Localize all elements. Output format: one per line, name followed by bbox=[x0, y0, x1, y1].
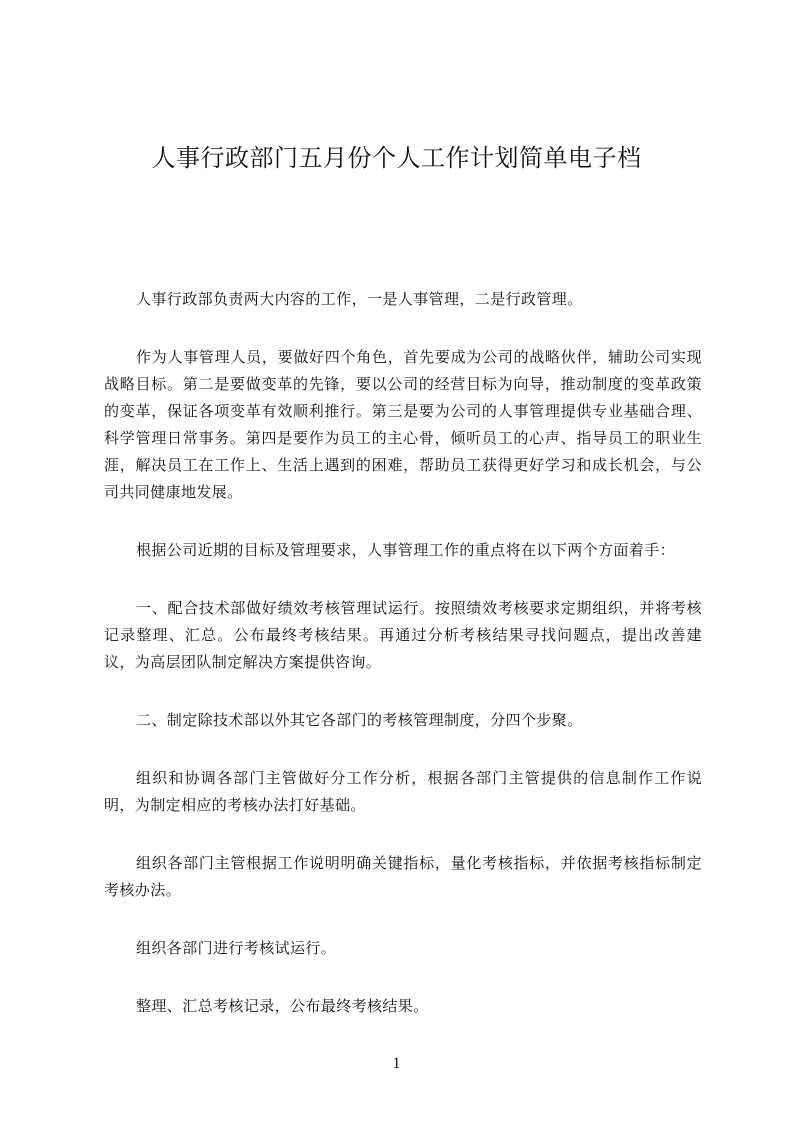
paragraph-step-one: 组织和协调各部门主管做好分工作分析，根据各部门主管提供的信息制作工作说明，为制定相应的考核办法打好基础。 bbox=[104, 769, 702, 814]
document-title: 人事行政部门五月份个人工作计划简单电子档 bbox=[151, 144, 642, 172]
paragraph-item-one: 一、配合技术部做好绩效考核管理试运行。按照绩效考核要求定期组织，并将考核记录整理、汇总。公布最终考核结果。再通过分析考核结果寻找问题点，提出改善建议，为高层团队制定解决方案提供咨询。 bbox=[104, 599, 702, 671]
paragraph-four-roles: 作为人事管理人员，要做好四个角色，首先要成为公司的战略伙伴，辅助公司实现战略目标。第二是要做变革的先锋，要以公司的经营目标为向导，推动制度的变革政策的变革，保证各项变革有效顺利推行。第三是要为公司的人事管理提供专业基础合理、科学管理日常事务。第四是要作为员工的主心骨，倾听员工的心声、指导员工的职业生涯，解决员工在工作上、生活上遇到的困难，帮助员工获得更好学习和成长机会，与公司共同健康地发展。 bbox=[104, 348, 702, 501]
paragraph-step-four: 整理、汇总考核记录，公布最终考核结果。 bbox=[136, 997, 429, 1015]
paragraph-step-three: 组织各部门进行考核试运行。 bbox=[136, 939, 337, 957]
paragraph-item-two: 二、制定除技术部以外其它各部门的考核管理制度，分四个步聚。 bbox=[136, 711, 583, 729]
paragraph-step-two: 组织各部门主管根据工作说明明确关键指标，量化考核指标，并依据考核指标制定考核办法。 bbox=[104, 854, 702, 899]
paragraph-focus: 根据公司近期的目标及管理要求，人事管理工作的重点将在以下两个方面着手： bbox=[136, 541, 676, 559]
paragraph-intro: 人事行政部负责两大内容的工作，一是人事管理，二是行政管理。 bbox=[136, 290, 583, 308]
page-number: 1 bbox=[392, 1055, 401, 1072]
document-body bbox=[104, 286, 702, 1051]
